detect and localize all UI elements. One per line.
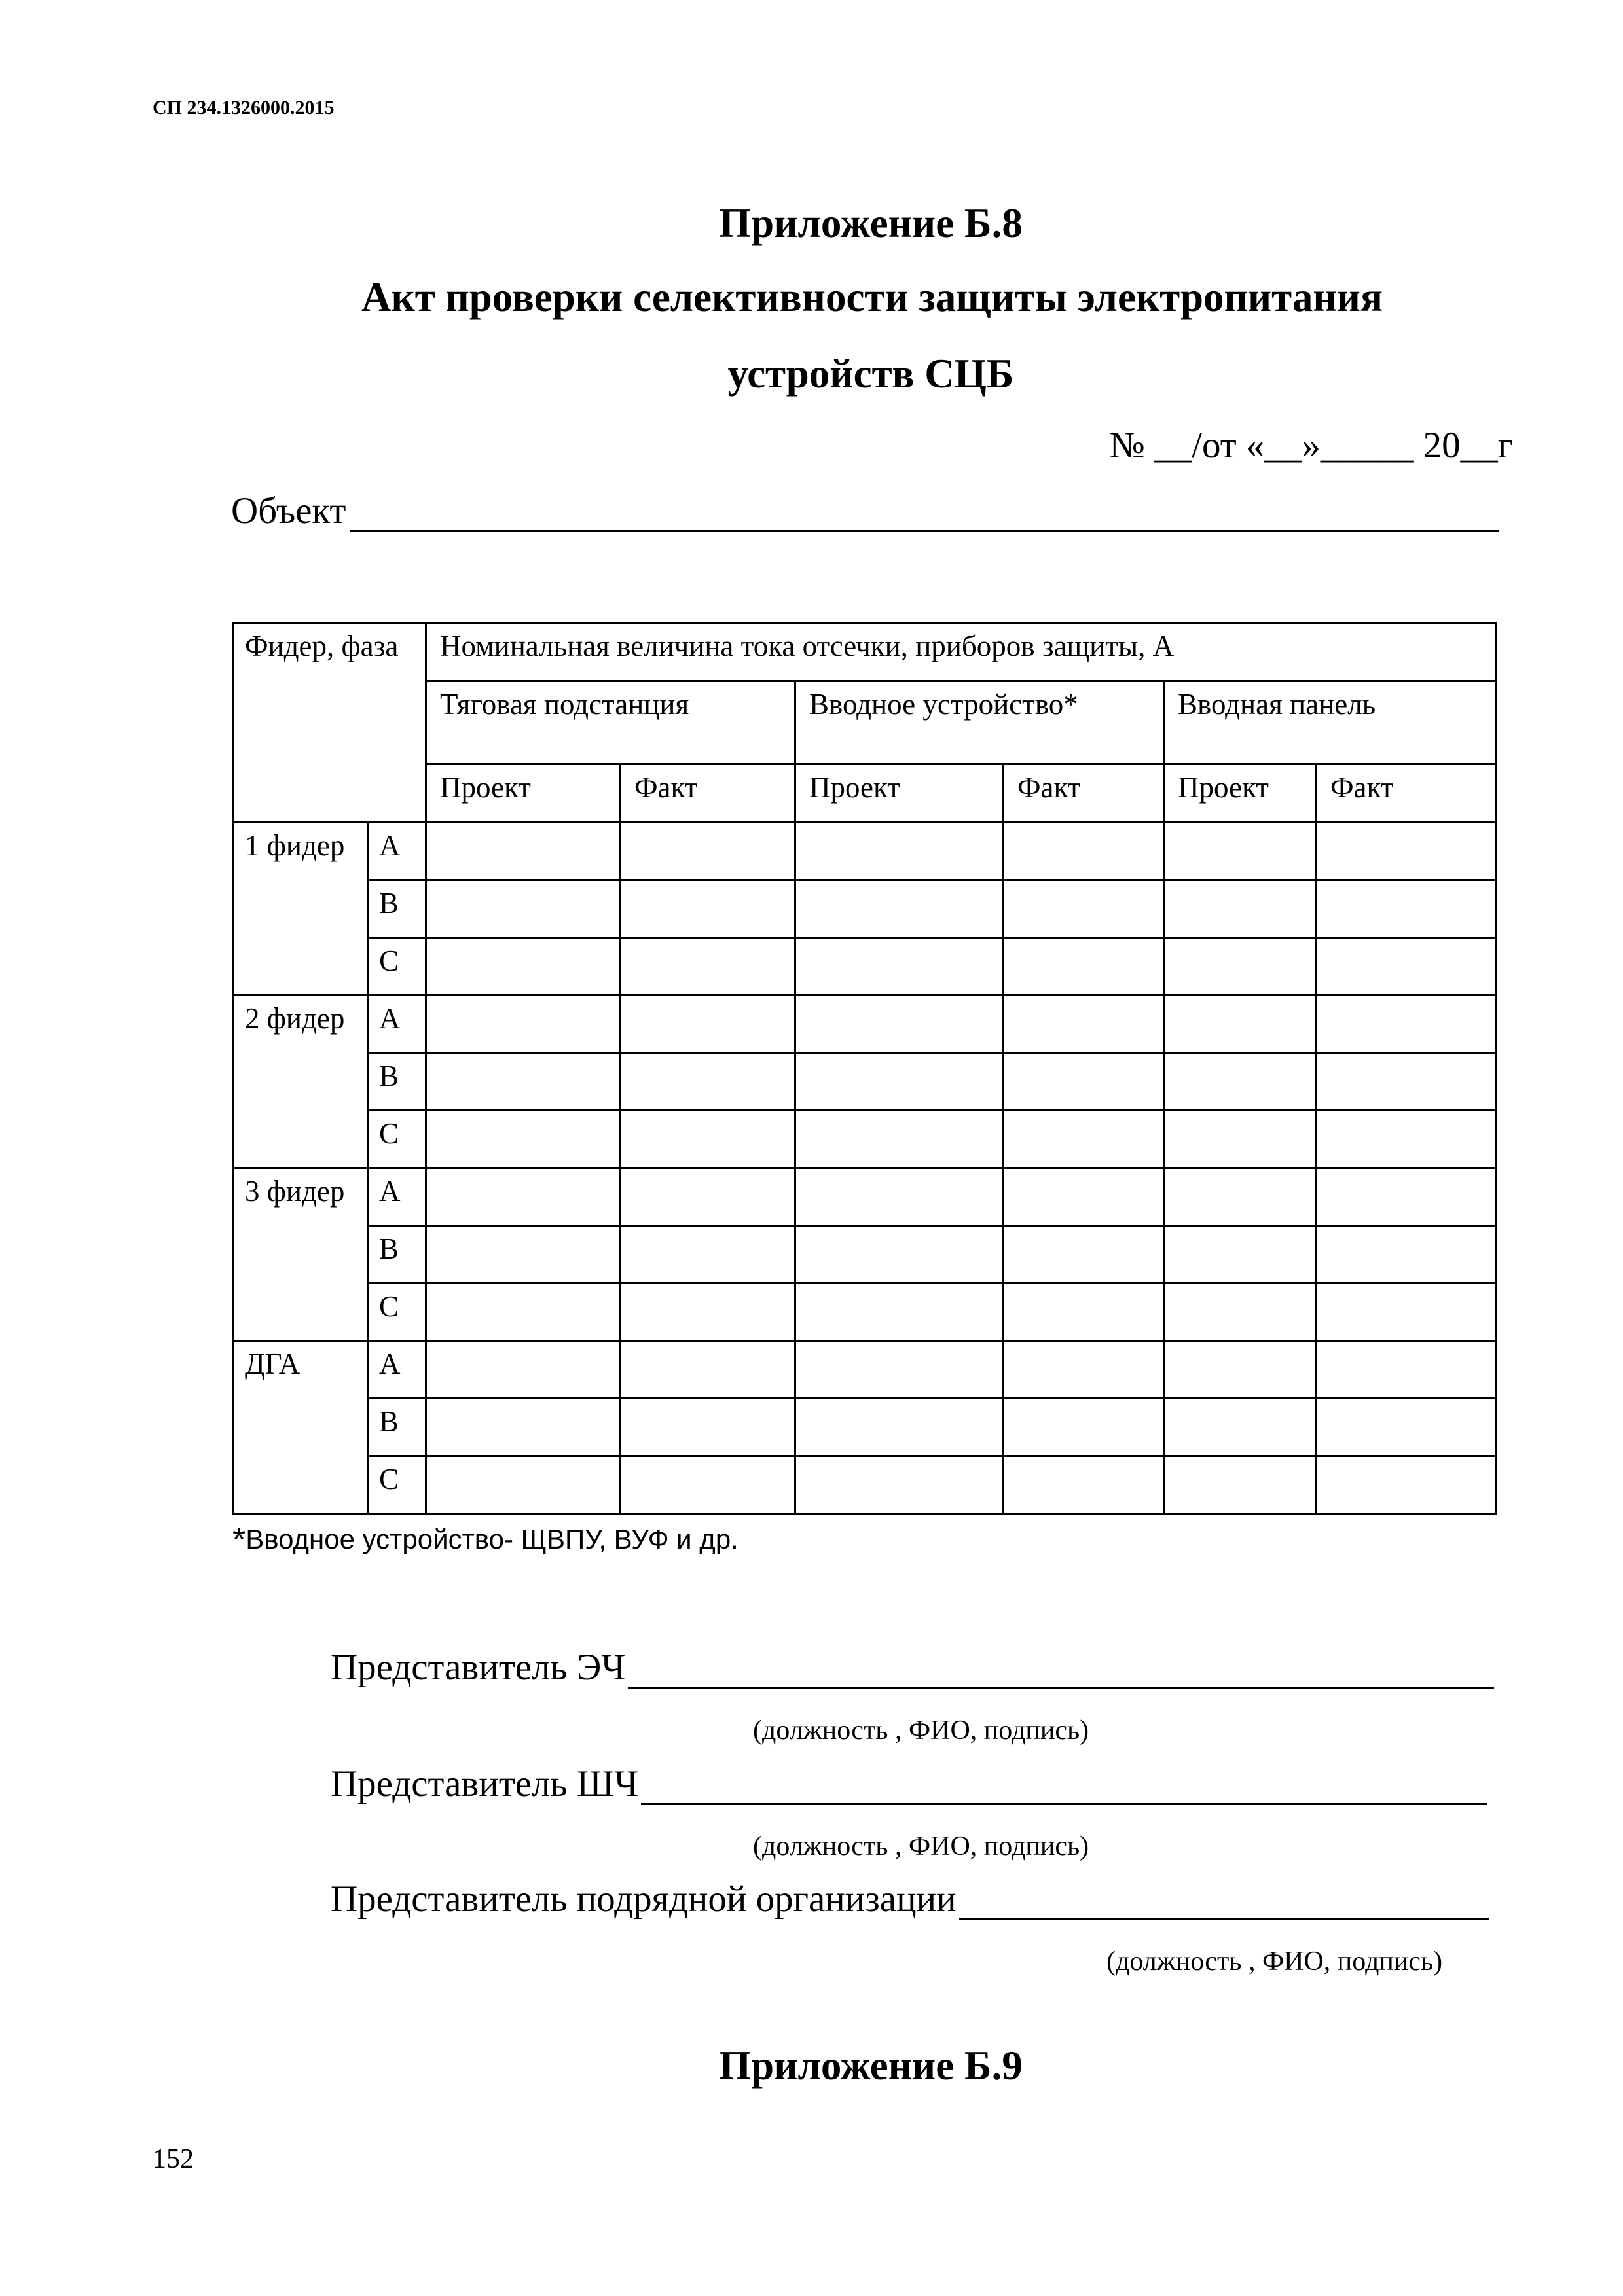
feeder-name: ДГА [234, 1341, 368, 1514]
feeder-name: 3 фидер [234, 1168, 368, 1341]
value-cell[interactable] [1317, 996, 1496, 1053]
next-appendix-title: Приложение Б.9 [719, 2043, 1023, 2089]
feeder-name: 1 фидер [234, 823, 368, 996]
sub-header: Факт [621, 764, 795, 823]
footnote-text: Вводное устройство- ЩВПУ, ВУФ и др. [246, 1524, 739, 1554]
value-cell[interactable] [1317, 1168, 1496, 1226]
sub-header: Проект [1164, 764, 1317, 823]
representative-ech [331, 1646, 1494, 1689]
table-row [234, 996, 1496, 1053]
value-cell[interactable] [426, 823, 621, 880]
value-cell[interactable] [1164, 1111, 1317, 1168]
value-cell[interactable] [1317, 1283, 1496, 1341]
value-cell[interactable] [621, 1456, 795, 1514]
value-cell[interactable] [1164, 1341, 1317, 1399]
phase-label: В [368, 880, 426, 938]
value-cell[interactable] [1317, 938, 1496, 996]
value-cell[interactable] [621, 880, 795, 938]
value-cell[interactable] [426, 996, 621, 1053]
value-cell[interactable] [426, 1053, 621, 1111]
phase-label: С [368, 1111, 426, 1168]
table-row [234, 1168, 1496, 1226]
signature-underline [628, 1651, 1494, 1689]
value-cell[interactable] [1004, 1111, 1164, 1168]
value-cell[interactable] [1317, 1111, 1496, 1168]
value-cell[interactable] [426, 1283, 621, 1341]
value-cell[interactable] [1004, 996, 1164, 1053]
value-cell[interactable] [621, 1111, 795, 1168]
sub-header: Проект [795, 764, 1004, 823]
value-cell[interactable] [426, 880, 621, 938]
object-underline [350, 494, 1499, 532]
value-cell[interactable] [426, 1456, 621, 1514]
signature-hint: (должность , ФИО, подпись) [753, 1715, 1089, 1746]
value-cell[interactable] [1317, 823, 1496, 880]
value-cell[interactable] [1164, 1399, 1317, 1456]
phase-label: А [368, 1168, 426, 1226]
table-row [234, 1456, 1496, 1514]
selectivity-table [232, 622, 1497, 1515]
representative-label: Представитель подрядной организации [331, 1878, 957, 1920]
sub-header: Факт [1004, 764, 1164, 823]
value-cell[interactable] [621, 1226, 795, 1283]
value-cell[interactable] [1164, 1226, 1317, 1283]
phase-label: С [368, 1283, 426, 1341]
document-number-line: № __/от «__»_____ 20__г [1109, 425, 1513, 466]
phase-label: В [368, 1399, 426, 1456]
value-cell[interactable] [795, 1111, 1004, 1168]
representative-label: Представитель ЭЧ [331, 1647, 626, 1688]
value-cell[interactable] [1164, 1168, 1317, 1226]
signature-underline [641, 1767, 1487, 1805]
representative-contractor [331, 1878, 1489, 1920]
value-cell[interactable] [1317, 1226, 1496, 1283]
value-cell[interactable] [426, 1341, 621, 1399]
value-cell[interactable] [1004, 938, 1164, 996]
signature-hint: (должность , ФИО, подпись) [1106, 1946, 1443, 1977]
value-cell[interactable] [621, 938, 795, 996]
value-cell[interactable] [1164, 938, 1317, 996]
phase-label: А [368, 1341, 426, 1399]
page-number: 152 [153, 2144, 194, 2174]
value-cell[interactable] [1317, 1053, 1496, 1111]
representative-label: Представитель ШЧ [331, 1763, 639, 1804]
value-cell[interactable] [426, 1111, 621, 1168]
value-cell[interactable] [1164, 1456, 1317, 1514]
signature-hint: (должность , ФИО, подпись) [753, 1831, 1089, 1861]
value-cell[interactable] [795, 1226, 1004, 1283]
representative-shch [331, 1763, 1487, 1805]
value-cell[interactable] [1164, 1053, 1317, 1111]
value-cell[interactable] [426, 1226, 621, 1283]
value-cell[interactable] [795, 880, 1004, 938]
phase-label: А [368, 996, 426, 1053]
act-title-line1: Акт проверки селективности защиты электропитания [361, 274, 1383, 320]
sub-header: Проект [426, 764, 621, 823]
group-header: Вводное устройство* [795, 681, 1164, 764]
phase-label: С [368, 1456, 426, 1514]
value-cell[interactable] [621, 1341, 795, 1399]
table-row [234, 1399, 1496, 1456]
value-cell[interactable] [795, 1053, 1004, 1111]
value-cell[interactable] [621, 1053, 795, 1111]
value-cell[interactable] [621, 996, 795, 1053]
phase-label: В [368, 1226, 426, 1283]
act-title-line2: устройств СЦБ [727, 351, 1014, 397]
value-cell[interactable] [795, 1456, 1004, 1514]
value-cell[interactable] [1317, 1456, 1496, 1514]
signature-underline [959, 1882, 1489, 1920]
value-cell[interactable] [1004, 1456, 1164, 1514]
document-code: СП 234.1326000.2015 [153, 97, 335, 118]
value-cell[interactable] [621, 1399, 795, 1456]
phase-label: С [368, 938, 426, 996]
value-cell[interactable] [795, 1341, 1004, 1399]
value-cell[interactable] [1004, 1226, 1164, 1283]
object-label: Объект [231, 490, 346, 531]
feeder-name: 2 фидер [234, 996, 368, 1168]
main-header: Номинальная величина тока отсечки, приборов защиты, А [426, 623, 1496, 681]
value-cell[interactable] [1164, 1283, 1317, 1341]
table-row [234, 1226, 1496, 1283]
value-cell[interactable] [621, 1168, 795, 1226]
value-cell[interactable] [1164, 996, 1317, 1053]
phase-label: А [368, 823, 426, 880]
footnote-star: * [232, 1521, 246, 1559]
value-cell[interactable] [1004, 1283, 1164, 1341]
value-cell[interactable] [1164, 823, 1317, 880]
value-cell[interactable] [1004, 1341, 1164, 1399]
value-cell[interactable] [795, 823, 1004, 880]
value-cell[interactable] [795, 938, 1004, 996]
corner-header: Фидер, фаза [234, 623, 426, 823]
value-cell[interactable] [795, 1399, 1004, 1456]
value-cell[interactable] [621, 823, 795, 880]
value-cell[interactable] [621, 1283, 795, 1341]
value-cell[interactable] [795, 1168, 1004, 1226]
value-cell[interactable] [1004, 823, 1164, 880]
table-row [234, 823, 1496, 880]
value-cell[interactable] [1004, 1053, 1164, 1111]
value-cell[interactable] [1004, 1399, 1164, 1456]
group-header: Вводная панель [1164, 681, 1496, 764]
value-cell[interactable] [426, 1168, 621, 1226]
value-cell[interactable] [1164, 880, 1317, 938]
value-cell[interactable] [1004, 1168, 1164, 1226]
phase-label: В [368, 1053, 426, 1111]
table-row [234, 1053, 1496, 1111]
table-row [234, 1341, 1496, 1399]
value-cell[interactable] [795, 1283, 1004, 1341]
value-cell[interactable] [795, 996, 1004, 1053]
value-cell[interactable] [1317, 1399, 1496, 1456]
object-field [231, 490, 1499, 532]
table-row [234, 1111, 1496, 1168]
value-cell[interactable] [426, 938, 621, 996]
table-row [234, 938, 1496, 996]
value-cell[interactable] [426, 1399, 621, 1456]
sub-header: Факт [1317, 764, 1496, 823]
appendix-title: Приложение Б.8 [719, 200, 1023, 246]
value-cell[interactable] [1004, 880, 1164, 938]
table-row [234, 1283, 1496, 1341]
footnote [232, 1520, 739, 1560]
value-cell[interactable] [1317, 1341, 1496, 1399]
table-row [234, 880, 1496, 938]
value-cell[interactable] [1317, 880, 1496, 938]
group-header: Тяговая подстанция [426, 681, 795, 764]
